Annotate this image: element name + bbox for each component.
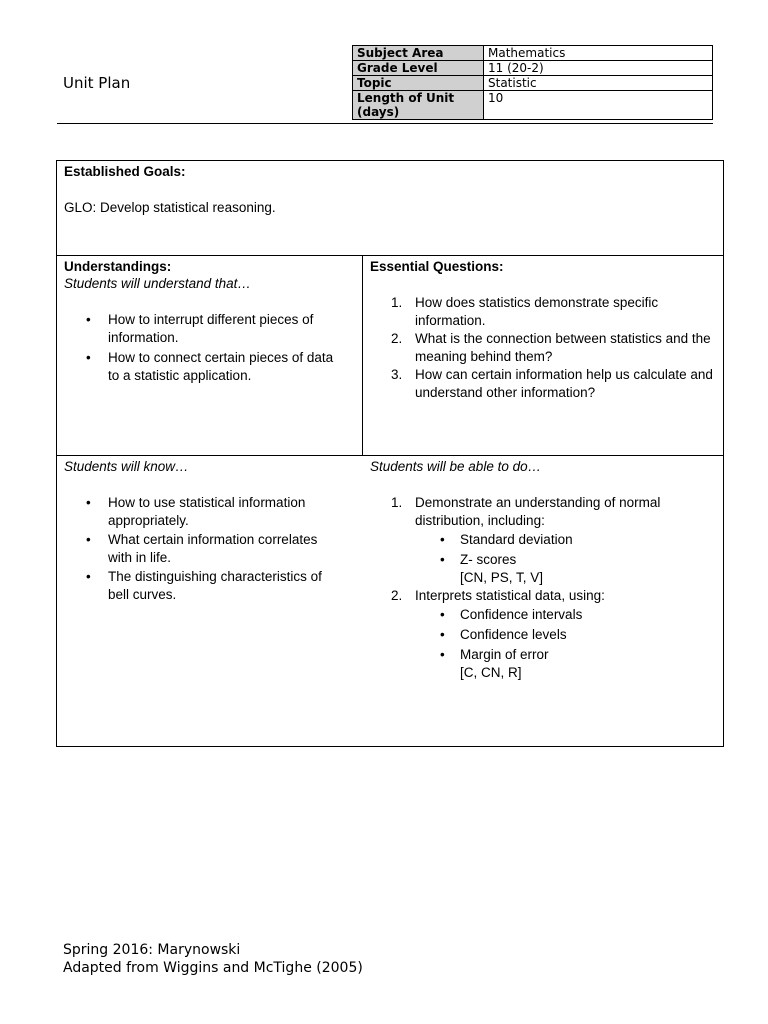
unit-meta-table bbox=[352, 45, 713, 120]
sub-item: • Z- scores bbox=[370, 551, 716, 569]
list-number: 1. bbox=[391, 295, 403, 310]
able-intro: Students will be able to do… bbox=[370, 459, 542, 474]
know-intro: Students will know… bbox=[64, 459, 189, 474]
able-list bbox=[370, 494, 716, 530]
sub-item: • Margin of error bbox=[370, 646, 716, 664]
understandings-heading: Understandings: bbox=[64, 259, 172, 274]
question-text: How does statistics demonstrate specific information. bbox=[415, 295, 659, 328]
meta-value: Statistic bbox=[484, 76, 713, 91]
sub-item: • Confidence intervals bbox=[370, 606, 716, 624]
plan-table bbox=[56, 160, 724, 747]
meta-value: 11 (20-2) bbox=[484, 61, 713, 76]
list-number: 2. bbox=[391, 588, 403, 603]
sub-list bbox=[370, 606, 716, 664]
goals-text: GLO: Develop statistical reasoning. bbox=[64, 200, 276, 215]
standards-codes: [CN, PS, T, V] bbox=[460, 570, 544, 585]
list-item: • How to use statistical information appropriately. bbox=[64, 494, 345, 530]
meta-row-subject bbox=[353, 46, 713, 61]
understandings-cell bbox=[57, 256, 362, 455]
meta-label: Grade Level bbox=[353, 61, 484, 76]
footer bbox=[63, 941, 363, 977]
questions-list bbox=[370, 294, 716, 402]
meta-row-topic bbox=[353, 76, 713, 91]
list-item: • What certain information correlates with in life. bbox=[64, 531, 345, 567]
list-item: • How to interrupt different pieces of information. bbox=[64, 311, 345, 347]
standards-codes: [C, CN, R] bbox=[460, 665, 522, 680]
understandings-list bbox=[64, 311, 355, 385]
list-number: 1. bbox=[391, 495, 403, 510]
meta-value: 10 bbox=[484, 91, 713, 120]
footer-line: Spring 2016: Marynowski bbox=[63, 942, 241, 958]
sub-item: • Confidence levels bbox=[370, 626, 716, 644]
header-divider bbox=[57, 123, 713, 124]
questions-cell bbox=[363, 256, 723, 455]
list-number: 3. bbox=[391, 367, 403, 382]
question-text: How can certain information help us calculate and understand other information? bbox=[415, 367, 713, 400]
list-item bbox=[370, 587, 716, 605]
list-item: • How to connect certain pieces of data to a statistic application. bbox=[64, 349, 345, 385]
meta-row-length bbox=[353, 91, 713, 120]
list-number: 2. bbox=[391, 331, 403, 346]
meta-label: Topic bbox=[353, 76, 484, 91]
list-item: • The distinguishing characteristics of bell curves. bbox=[64, 568, 345, 604]
sub-item: • Standard deviation bbox=[370, 531, 716, 549]
footer-line: Adapted from Wiggins and McTighe (2005) bbox=[63, 960, 363, 976]
able-cell bbox=[363, 456, 723, 746]
able-text: Demonstrate an understanding of normal distribution, including: bbox=[415, 495, 661, 528]
know-list bbox=[64, 494, 355, 604]
list-item bbox=[370, 366, 716, 402]
meta-value: Mathematics bbox=[484, 46, 713, 61]
goals-cell bbox=[57, 161, 723, 255]
meta-label: Length of Unit (days) bbox=[353, 91, 484, 120]
know-cell bbox=[57, 456, 362, 746]
meta-label: Subject Area bbox=[353, 46, 484, 61]
meta-row-grade bbox=[353, 61, 713, 76]
goals-heading: Established Goals: bbox=[64, 164, 186, 179]
question-text: What is the connection between statistics and the meaning behind them? bbox=[415, 331, 711, 364]
page-title: Unit Plan bbox=[63, 74, 131, 92]
list-item bbox=[370, 294, 716, 330]
able-list bbox=[370, 587, 716, 605]
understandings-intro: Students will understand that… bbox=[64, 276, 251, 291]
able-text: Interprets statistical data, using: bbox=[415, 588, 605, 603]
list-item bbox=[370, 494, 702, 530]
list-item bbox=[370, 330, 716, 366]
sub-list bbox=[370, 531, 716, 569]
questions-heading: Essential Questions: bbox=[370, 259, 504, 274]
